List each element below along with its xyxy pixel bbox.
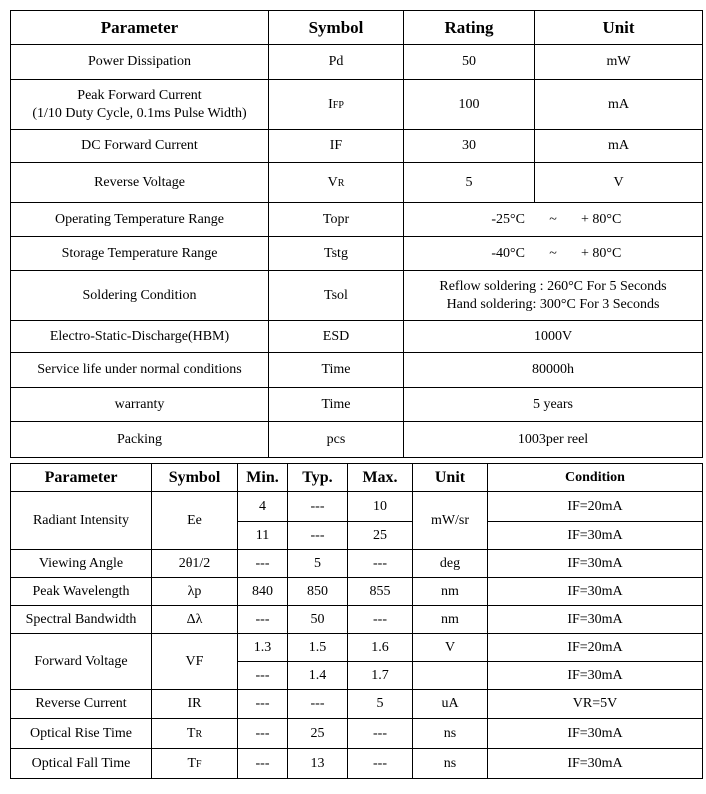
unit-cell: uA	[413, 690, 488, 719]
parameter-cell: Soldering Condition	[11, 271, 269, 321]
typ-cell: 5	[288, 550, 348, 578]
typ-cell: ---	[288, 522, 348, 550]
typ-cell: 25	[288, 719, 348, 749]
symbol-subscript: F	[196, 758, 202, 770]
table-row	[11, 606, 703, 634]
symbol-cell: λp	[152, 578, 238, 606]
max-cell: 10	[348, 492, 413, 522]
hand-line: Hand soldering: 300°C For 3 Seconds	[446, 296, 660, 312]
range-tilde: ~	[549, 245, 557, 261]
table-row	[11, 237, 703, 271]
symbol-main: T	[186, 725, 196, 741]
max-cell: ---	[348, 719, 413, 749]
unit-cell	[413, 662, 488, 690]
parameter-line: Peak Forward Current	[77, 88, 202, 103]
symbol-cell: Time	[269, 353, 404, 388]
typ-cell: 13	[288, 749, 348, 779]
unit-cell: nm	[413, 578, 488, 606]
table-row	[11, 578, 703, 606]
symbol-cell	[152, 749, 238, 779]
min-cell: ---	[238, 719, 288, 749]
absolute-ratings-table	[10, 10, 703, 458]
range-to: + 80°C	[581, 245, 622, 261]
unit-cell: V	[413, 634, 488, 662]
condition-cell: IF=30mA	[488, 719, 703, 749]
condition-cell: IF=30mA	[488, 606, 703, 634]
unit-cell: ns	[413, 749, 488, 779]
symbol-cell	[269, 80, 404, 130]
condition-cell: IF=30mA	[488, 749, 703, 779]
value-cell: 80000h	[404, 353, 703, 388]
rating-cell: 5	[404, 163, 535, 203]
typ-cell: ---	[288, 492, 348, 522]
header-min: Min.	[238, 464, 288, 492]
header-rating: Rating	[404, 11, 535, 45]
rating-cell: 30	[404, 130, 535, 163]
header-symbol: Symbol	[269, 11, 404, 45]
max-cell: 5	[348, 690, 413, 719]
symbol-cell	[269, 163, 404, 203]
symbol-cell: Time	[269, 388, 404, 422]
range-tilde: ~	[549, 211, 557, 227]
symbol-subscript: R	[337, 177, 345, 189]
parameter-cell: Forward Voltage	[11, 634, 152, 690]
symbol-cell: VF	[152, 634, 238, 690]
typ-cell: 1.4	[288, 662, 348, 690]
table-row	[11, 749, 703, 779]
value-cell: 1003per reel	[404, 422, 703, 458]
range-to: + 80°C	[581, 211, 622, 227]
min-cell: 1.3	[238, 634, 288, 662]
table-row	[11, 321, 703, 353]
max-cell: 1.7	[348, 662, 413, 690]
parameter-cell: Service life under normal conditions	[11, 353, 269, 388]
max-cell: 855	[348, 578, 413, 606]
parameter-cell: DC Forward Current	[11, 130, 269, 163]
table-row	[11, 492, 703, 522]
min-cell: 840	[238, 578, 288, 606]
min-cell: ---	[238, 550, 288, 578]
symbol-main: I	[328, 96, 333, 112]
table-row	[11, 353, 703, 388]
table-row	[11, 80, 703, 130]
header-unit: Unit	[413, 464, 488, 492]
reflow-line: Reflow soldering : 260°C For 5 Seconds	[439, 279, 667, 294]
range-from: -25°C	[491, 211, 525, 227]
table-row	[11, 130, 703, 163]
header-unit: Unit	[535, 11, 703, 45]
symbol-cell: Δλ	[152, 606, 238, 634]
parameter-cell: Reverse Voltage	[11, 163, 269, 203]
max-cell: ---	[348, 749, 413, 779]
parameter-cell: Optical Rise Time	[11, 719, 152, 749]
soldering-cell	[404, 271, 703, 321]
unit-cell: nm	[413, 606, 488, 634]
min-cell: ---	[238, 662, 288, 690]
symbol-cell: IF	[269, 130, 404, 163]
symbol-cell: Ee	[152, 492, 238, 550]
header-typ: Typ.	[288, 464, 348, 492]
symbol-cell: Pd	[269, 45, 404, 80]
table-row	[11, 271, 703, 321]
min-cell: ---	[238, 749, 288, 779]
max-cell: 25	[348, 522, 413, 550]
table-row	[11, 719, 703, 749]
typ-cell: ---	[288, 690, 348, 719]
typ-cell: 50	[288, 606, 348, 634]
table-row	[11, 203, 703, 237]
symbol-cell: Tsol	[269, 271, 404, 321]
header-parameter: Parameter	[11, 464, 152, 492]
value-cell: 1000V	[404, 321, 703, 353]
parameter-cell: Radiant Intensity	[11, 492, 152, 550]
table-row	[11, 388, 703, 422]
parameter-cell: Packing	[11, 422, 269, 458]
symbol-cell: pcs	[269, 422, 404, 458]
parameter-cell: Reverse Current	[11, 690, 152, 719]
table-row	[11, 45, 703, 80]
symbol-main: T	[187, 755, 196, 771]
condition-cell: IF=20mA	[488, 634, 703, 662]
unit-cell: ns	[413, 719, 488, 749]
parameter-cell: Spectral Bandwidth	[11, 606, 152, 634]
typ-cell: 850	[288, 578, 348, 606]
min-cell: 4	[238, 492, 288, 522]
symbol-main: V	[327, 174, 338, 190]
header-max: Max.	[348, 464, 413, 492]
value-cell: 5 years	[404, 388, 703, 422]
rating-cell: 100	[404, 80, 535, 130]
range-from: -40°C	[491, 245, 525, 261]
header-condition: Condition	[488, 464, 703, 492]
parameter-cell: Operating Temperature Range	[11, 203, 269, 237]
parameter-note: (1/10 Duty Cycle, 0.1ms Pulse Width)	[32, 105, 247, 121]
unit-cell: V	[535, 163, 703, 203]
max-cell: ---	[348, 606, 413, 634]
table-header-row	[11, 11, 703, 45]
condition-cell: IF=30mA	[488, 662, 703, 690]
typ-cell: 1.5	[288, 634, 348, 662]
parameter-cell: Storage Temperature Range	[11, 237, 269, 271]
parameter-cell: Power Dissipation	[11, 45, 269, 80]
min-cell: 11	[238, 522, 288, 550]
symbol-cell: 2θ1/2	[152, 550, 238, 578]
condition-cell: IF=30mA	[488, 522, 703, 550]
header-parameter: Parameter	[11, 11, 269, 45]
range-cell	[404, 203, 703, 237]
table-header-row	[11, 464, 703, 492]
characteristics-table	[10, 463, 703, 779]
table-row	[11, 634, 703, 662]
header-symbol: Symbol	[152, 464, 238, 492]
table-row	[11, 163, 703, 203]
symbol-cell: ESD	[269, 321, 404, 353]
unit-cell: mA	[535, 130, 703, 163]
symbol-cell: Topr	[269, 203, 404, 237]
max-cell: 1.6	[348, 634, 413, 662]
parameter-cell: Peak Wavelength	[11, 578, 152, 606]
condition-cell: IF=30mA	[488, 550, 703, 578]
parameter-cell: warranty	[11, 388, 269, 422]
range-cell	[404, 237, 703, 271]
unit-cell: mA	[535, 80, 703, 130]
parameter-cell: Electro-Static-Discharge(HBM)	[11, 321, 269, 353]
symbol-subscript: R	[195, 728, 203, 740]
table-row	[11, 550, 703, 578]
parameter-cell	[11, 80, 269, 130]
unit-cell: mW/sr	[413, 492, 488, 550]
min-cell: ---	[238, 606, 288, 634]
condition-cell: IF=20mA	[488, 492, 703, 522]
table-row	[11, 690, 703, 719]
table-row	[11, 422, 703, 458]
parameter-cell: Optical Fall Time	[11, 749, 152, 779]
min-cell: ---	[238, 690, 288, 719]
symbol-cell	[152, 719, 238, 749]
symbol-cell: Tstg	[269, 237, 404, 271]
rating-cell: 50	[404, 45, 535, 80]
max-cell: ---	[348, 550, 413, 578]
condition-cell: IF=30mA	[488, 578, 703, 606]
symbol-cell: IR	[152, 690, 238, 719]
unit-cell: deg	[413, 550, 488, 578]
unit-cell: mW	[535, 45, 703, 80]
symbol-subscript: FP	[332, 99, 344, 111]
parameter-cell: Viewing Angle	[11, 550, 152, 578]
condition-cell: VR=5V	[488, 690, 703, 719]
